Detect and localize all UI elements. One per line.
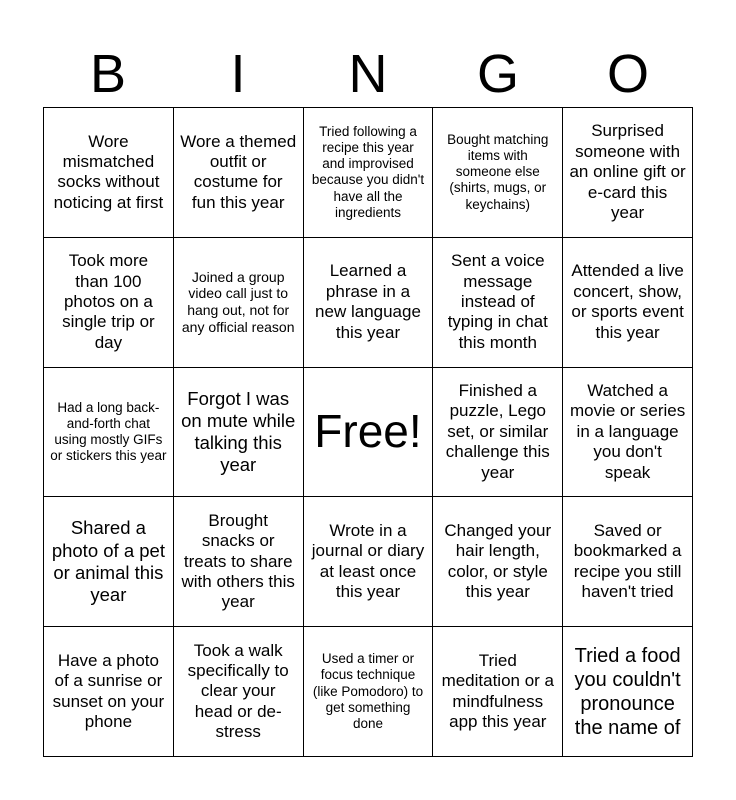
bingo-cell-r1c2[interactable] bbox=[174, 108, 304, 238]
bingo-cell-r4c1[interactable] bbox=[44, 497, 174, 627]
bingo-cell-r3c2[interactable] bbox=[174, 368, 304, 498]
bingo-cell-r5c5[interactable] bbox=[563, 627, 693, 757]
bingo-cell-r5c3[interactable] bbox=[304, 627, 434, 757]
bingo-cell-r4c4[interactable] bbox=[433, 497, 563, 627]
bingo-cell-r2c5[interactable] bbox=[563, 238, 693, 368]
cell-text: Sent a voice message instead of typing in chat this month bbox=[447, 251, 548, 352]
cell-text: Learned a phrase in a new language this year bbox=[315, 261, 421, 342]
bingo-cell-r2c4[interactable] bbox=[433, 238, 563, 368]
cell-text: Watched a movie or series in a language you don't speak bbox=[569, 381, 686, 482]
bingo-cell-r2c3[interactable] bbox=[304, 238, 434, 368]
bingo-cell-r4c2[interactable] bbox=[174, 497, 304, 627]
cell-text: Attended a live concert, show, or sports event this year bbox=[571, 261, 684, 342]
bingo-header bbox=[43, 44, 693, 104]
bingo-cell-free[interactable] bbox=[304, 368, 434, 498]
cell-text: Took more than 100 photos on a single trip or day bbox=[62, 251, 155, 352]
bingo-cell-r5c4[interactable] bbox=[433, 627, 563, 757]
cell-text: Wore mismatched socks without noticing at first bbox=[53, 131, 164, 212]
bingo-cell-r4c5[interactable] bbox=[563, 497, 693, 627]
cell-text: Finished a puzzle, Lego set, or similar challenge this year bbox=[445, 381, 550, 482]
header-letter-b: B bbox=[89, 44, 127, 104]
bingo-cell-r2c1[interactable] bbox=[44, 238, 174, 368]
cell-text: Joined a group video call just to hang out, not for any official reason bbox=[181, 268, 295, 335]
bingo-cell-r1c4[interactable] bbox=[433, 108, 563, 238]
bingo-cell-r2c2[interactable] bbox=[174, 238, 304, 368]
header-letter-o: O bbox=[606, 44, 649, 104]
cell-text: Bought matching items with someone else (shirts, mugs, or keychains) bbox=[447, 131, 549, 212]
cell-text: Tried meditation or a mindfulness app this year bbox=[441, 650, 555, 731]
bingo-cell-r3c4[interactable] bbox=[433, 368, 563, 498]
cell-text: Tried following a recipe this year and improvised because you didn't have all the ingredients bbox=[311, 123, 425, 220]
cell-text: Surprised someone with an online gift or e-card this year bbox=[569, 121, 686, 222]
free-space-text: Free! bbox=[314, 405, 422, 458]
cell-text: Shared a photo of a pet or animal this year bbox=[51, 517, 165, 605]
bingo-cell-r5c1[interactable] bbox=[44, 627, 174, 757]
cell-text: Had a long back-and-forth chat using mostly GIFs or stickers this year bbox=[50, 399, 167, 464]
cell-text: Used a timer or focus technique (like Pomodoro) to get something done bbox=[312, 651, 424, 731]
header-letter-i: I bbox=[230, 44, 246, 104]
bingo-board bbox=[43, 107, 693, 757]
bingo-cell-r3c1[interactable] bbox=[44, 368, 174, 498]
cell-text: Wore a themed outfit or costume for fun this year bbox=[180, 131, 297, 212]
bingo-cell-r1c5[interactable] bbox=[563, 108, 693, 238]
bingo-cell-r4c3[interactable] bbox=[304, 497, 434, 627]
cell-text: Wrote in a journal or diary at least once this year bbox=[311, 521, 425, 602]
cell-text: Forgot I was on mute while talking this year bbox=[181, 387, 296, 476]
bingo-cell-r3c5[interactable] bbox=[563, 368, 693, 498]
cell-text: Changed your hair length, color, or style this year bbox=[444, 521, 552, 602]
cell-text: Tried a food you couldn't pronounce the name of bbox=[574, 644, 681, 739]
header-letter-g: G bbox=[476, 44, 519, 104]
cell-text: Brought snacks or treats to share with others this year bbox=[181, 510, 295, 612]
cell-text: Took a walk specifically to clear your head or de-stress bbox=[187, 640, 289, 742]
cell-text: Saved or bookmarked a recipe you still haven't tried bbox=[573, 521, 682, 602]
bingo-cell-r5c2[interactable] bbox=[174, 627, 304, 757]
header-letter-n: N bbox=[348, 44, 388, 104]
bingo-cell-r1c3[interactable] bbox=[304, 108, 434, 238]
bingo-cell-r1c1[interactable] bbox=[44, 108, 174, 238]
cell-text: Have a photo of a sunrise or sunset on your phone bbox=[52, 650, 165, 731]
